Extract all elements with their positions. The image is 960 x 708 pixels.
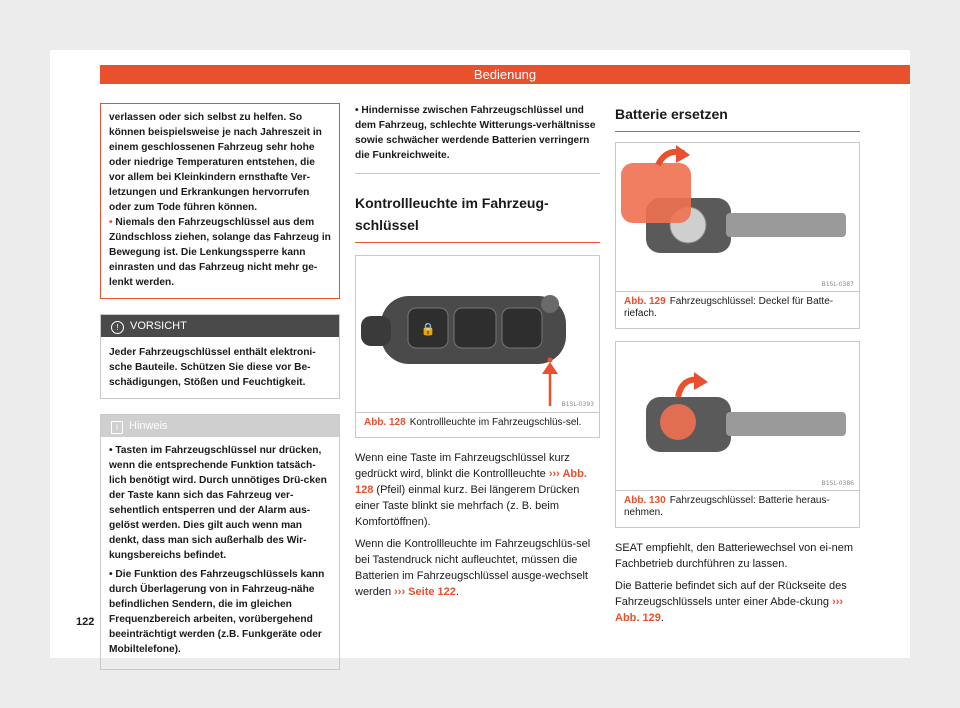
manual-page	[50, 50, 910, 658]
caution-header	[101, 315, 339, 337]
figure-image	[616, 342, 859, 491]
figure-number: Abb. 129	[624, 296, 666, 307]
figure-code: B1SL-0393	[561, 401, 594, 408]
warning-bullet	[109, 215, 331, 290]
warning-bullet-text: Niemals den Fahrzeugschlüssel aus dem Zündschloss ziehen, solange das Fahrzeug in Bewegung ist. Die Lenkungssperre kann einrasten und das Fahrzeug nicht mehr ge-lenkt werden.	[109, 217, 331, 288]
figure-number: Abb. 128	[364, 417, 406, 428]
figure-number: Abb. 130	[624, 495, 666, 506]
figure-caption-text: Fahrzeugschlüssel: Batterie heraus-nehmen.	[624, 495, 830, 518]
paragraph-text: Wenn eine Taste im Fahrzeugschlüssel kurz gedrückt wird, blinkt die Kontrollleuchte	[355, 452, 570, 480]
caution-box	[100, 314, 340, 399]
paragraph-text: .	[455, 586, 459, 598]
hint-item-text: Die Funktion des Fahrzeugschlüssels kann durch Überlagerung von in Fahrzeug-nähe befindlichen Sendern, die im gleichen Frequenzbereich arbeiten, vorübergehend beeinträchtigt werden (z.B. Funkgeräte oder Mobiltelefone).	[109, 569, 325, 655]
figure-128	[355, 255, 600, 438]
key-fob-illustration	[356, 256, 601, 412]
figure-caption-text: Fahrzeugschlüssel: Deckel für Batte-riefach.	[624, 296, 834, 319]
figure-code: B1SL-0387	[821, 281, 854, 288]
paragraph-text: (Pfeil) einmal kurz. Bei längerem Drücken einer Taste blinkt sie mehrfach (z. B. beim Komfortöffnen).	[355, 484, 580, 528]
page-link[interactable]: ››› Seite 122	[394, 586, 456, 598]
hint-item: • Die Funktion des Fahrzeugschlüssels kann durch Überlagerung von in Fahrzeug-nähe befindlichen Sendern, die im gleichen Frequenzbereich arbeiten, vorübergehend beeinträchtigt werden (z.B. Funkgeräte oder Mobiltelefone).	[109, 569, 325, 655]
caution-text: Jeder Fahrzeugschlüssel enthält elektroni-sche Bauteile. Schützen Sie diese vor Be-schädigungen, Stößen und Feuchtigkeit.	[109, 347, 316, 388]
key-cover-illustration	[616, 143, 861, 291]
figure-129	[615, 142, 860, 329]
figure-image	[356, 256, 599, 413]
top-bullet: • Hindernisse zwischen Fahrzeugschlüssel und dem Fahrzeug, schlechte Witterungs-verhältnisse sowie schwächer werdende Batterien verringern die Funkreichweite.	[355, 103, 600, 174]
hint-box	[100, 414, 340, 670]
page-header: Bedienung	[100, 65, 910, 84]
paragraph-text: Wenn die Kontrollleuchte im Fahrzeugschlüs-sel bei Tastendruck nicht aufleuchtet, müssen die Batterien im Fahrzeugschlüssel ausge-wechselt werden	[355, 538, 591, 598]
figure-image	[616, 143, 859, 292]
hint-header	[101, 415, 339, 437]
figure-link[interactable]: ››› Abb. 128	[355, 468, 587, 496]
figure-code: B1SL-0386	[821, 480, 854, 487]
battery-removal-illustration	[616, 342, 861, 490]
right-column	[615, 103, 860, 632]
figure-130	[615, 341, 860, 528]
section-title: Kontrollleuchte im Fahrzeug-schlüssel	[355, 192, 600, 243]
page-number: 122	[76, 616, 95, 628]
figure-caption	[616, 292, 859, 328]
left-column	[100, 103, 340, 670]
top-bullet-text: Hindernisse zwischen Fahrzeugschlüssel und dem Fahrzeug, schlechte Witterungs-verhältnisse sowie schwächer werdende Batterien verringern die Funkreichweite.	[355, 105, 596, 161]
body-paragraph	[355, 450, 600, 530]
svg-text:🔒: 🔒	[420, 322, 436, 336]
exclamation-icon: !	[111, 321, 124, 334]
body-paragraph	[615, 578, 860, 626]
hint-item-text: Tasten im Fahrzeugschlüssel nur drücken, wenn die entsprechende Funktion tatsäch-lich benötigt wird. Durch unnötiges Drü-cken der Taste kann sich das Fahrzeug ver-sehentlich entsperren und der Alarm aus-gelöst werden. Dies gilt auch wenn man denkt, dass man sich außerhalb des Wir-kungsbereichs befindet.	[109, 445, 327, 561]
middle-column	[355, 103, 600, 606]
info-icon: i	[111, 421, 123, 434]
body-paragraph: SEAT empfiehlt, den Batteriewechsel von ei-nem Fachbetrieb durchführen zu lassen.	[615, 542, 854, 570]
warning-box	[100, 103, 340, 299]
figure-caption	[616, 491, 859, 527]
paragraph-text: Die Batterie befindet sich auf der Rückseite des Fahrzeugschlüssels unter einer Abde-ckung	[615, 580, 847, 608]
hint-body	[101, 437, 339, 669]
hint-item: • Tasten im Fahrzeugschlüssel nur drücken, wenn die entsprechende Funktion tatsäch-lich benötigt wird. Durch unnötiges Drü-cken der Taste kann sich das Fahrzeug ver-sehentlich entsperren und der Alarm aus-gelöst werden. Dies gilt auch wenn man denkt, dass man sich außerhalb des Wir-kungsbereichs befindet.	[109, 445, 327, 561]
bullet-icon: •	[109, 217, 113, 228]
paragraph-text: .	[660, 612, 664, 624]
figure-caption-text: Kontrollleuchte im Fahrzeugschlüs-sel.	[409, 417, 582, 428]
warning-text: verlassen oder sich selbst zu helfen. So können beispielsweise je nach Jahreszeit in einem geschlossenen Fahrzeug sehr hohe oder niedrige Temperaturen entstehen, die vor allem bei Kleinkindern ernsthafte Ver-letzungen und Erkrankungen hervorrufen oder zum Tode führen können.	[109, 112, 322, 213]
figure-caption	[356, 413, 599, 437]
caution-title: VORSICHT	[130, 320, 187, 332]
body-paragraph	[355, 536, 600, 600]
hint-title: Hinweis	[129, 420, 168, 432]
figure-link[interactable]: ››› Abb. 129	[615, 596, 844, 624]
section-title: Batterie ersetzen	[615, 103, 860, 132]
